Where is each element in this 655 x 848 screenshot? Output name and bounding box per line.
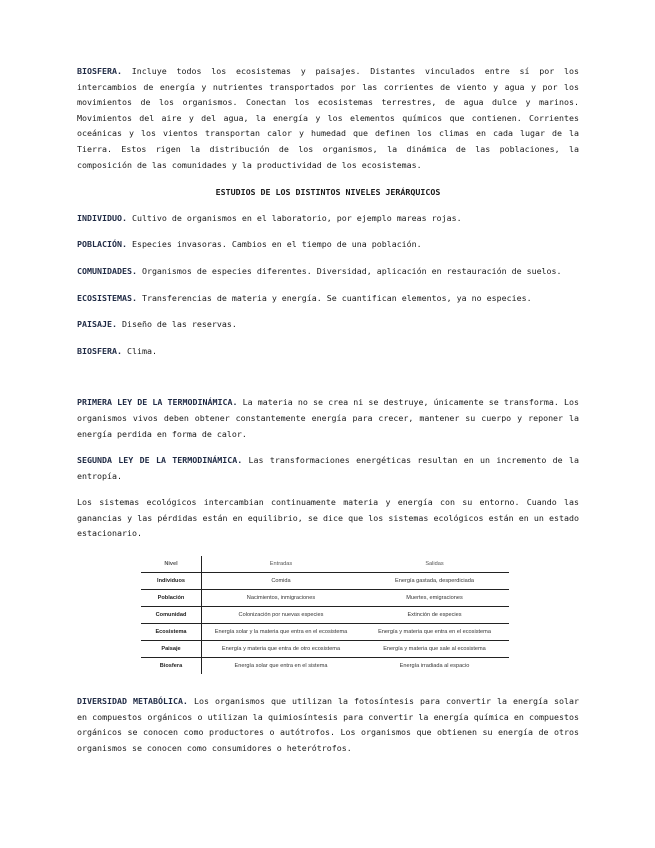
level-text: Transferencias de materia y energía. Se cuantifican elementos, ya no especies. xyxy=(136,292,532,303)
cell-nivel: Ecosistema xyxy=(141,624,202,641)
paragraph-lead: PRIMERA LEY DE LA TERMODINÁMICA. xyxy=(77,397,238,408)
cell-salidas: Muertes, emigraciones xyxy=(360,590,509,607)
paragraph-sistemas: Los sistemas ecológicos intercambian continuamente materia y energía con su entorno. Cuando las ganancias y las pérdidas están en equilibrio, se dice que los sistemas ecológicos están en un estado estacionario. xyxy=(77,497,579,539)
level-paisaje xyxy=(77,317,579,333)
paragraph-segunda-ley xyxy=(77,453,579,484)
table-row xyxy=(141,658,509,675)
level-lead: POBLACIÓN. xyxy=(77,239,127,250)
level-lead: ECOSISTEMAS. xyxy=(77,292,137,303)
level-individuo xyxy=(77,211,579,227)
paragraph-lead: DIVERSIDAD METABÓLICA. xyxy=(77,696,188,707)
cell-salidas: Energía irradiada al espacio xyxy=(399,663,470,670)
cell-nivel: Individuos xyxy=(141,573,202,590)
level-biosfera xyxy=(77,344,579,360)
cell-entradas: Energía y materia que entra de otro ecosistema xyxy=(202,641,361,658)
level-text: Organismos de especies diferentes. Diversidad, aplicación en restauración de suelos. xyxy=(136,265,562,276)
cell-entradas: Nacimientos, inmigraciones xyxy=(202,590,361,607)
cell-salidas: Energía y materia que entra en el ecosistema xyxy=(360,624,509,641)
cell-nivel: Paisaje xyxy=(141,641,202,658)
cell-nivel: Población xyxy=(141,590,202,607)
cell-nivel: Biosfera xyxy=(141,658,202,675)
cell-entradas: Energía solar y la materia que entra en el ecosistema xyxy=(202,624,361,641)
level-lead: PAISAJE. xyxy=(77,319,117,330)
paragraph-lead: SEGUNDA LEY DE LA TERMODINÁMICA. xyxy=(77,455,243,466)
level-ecosistemas xyxy=(77,291,579,307)
table-row xyxy=(141,573,509,590)
cell-entradas: Colonización por nuevas especies xyxy=(202,607,361,624)
level-lead: INDIVIDUO. xyxy=(77,212,127,223)
paragraph-primera-ley xyxy=(77,395,579,442)
cell-salidas: Energía y materia que sale al ecosistema xyxy=(360,641,509,658)
paragraph-biosfera xyxy=(77,64,579,173)
cell-entradas: Comida xyxy=(202,573,361,590)
levels-table xyxy=(141,556,509,674)
table-row xyxy=(141,607,509,624)
paragraph-text: Las transformaciones energéticas resultan en un incremento de la entropía. xyxy=(77,455,579,481)
paragraph-text: Los organismos que utilizan la fotosíntesis para convertir la energía solar en compuestos orgánicos o utilizan la quimiosíntesis para convertir la energía química en compuestos orgánicos se conocen como productores o autótrofos. Los organismos que obtienen su energía de otros organismos se conocen como consumidores o heterótrofos. xyxy=(77,696,579,753)
cell-nivel: Comunidad xyxy=(141,607,202,624)
document-page xyxy=(77,64,579,756)
levels-table-wrapper xyxy=(141,556,509,674)
cell-salidas: Energía gastada, desperdiciada xyxy=(360,573,509,590)
level-text: Cultivo de organismos en el laboratorio, por ejemplo mareas rojas. xyxy=(126,212,462,223)
header-salidas: Salidas xyxy=(360,556,509,573)
level-text: Especies invasoras. Cambios en el tiempo de una población. xyxy=(126,239,422,250)
level-lead: COMUNIDADES. xyxy=(77,265,137,276)
table-header-row xyxy=(141,556,509,573)
table-row xyxy=(141,624,509,641)
section-heading: ESTUDIOS DE LOS DISTINTOS NIVELES JERÁRQUICOS xyxy=(215,187,441,198)
paragraph-diversidad xyxy=(77,694,579,756)
paragraph-text: Incluye todos los ecosistemas y paisajes. Distantes vinculados entre sí por los intercambios de energía y nutrientes transportados por las corrientes de viento y agua y por los movimientos de los organismos. Conectan los ecosistemas terrestres, de agua dulce y marinos. Movimientos del aire y del agua, la energía y los elementos químicos que contienen. Corrientes oceánicas y los vientos transportan calor y humedad que definen los climas en cada lugar de la Tierra. Estos rigen la distribución de los organismos, la dinámica de las poblaciones, la composición de las comunidades y la productividad de los ecosistemas. xyxy=(77,66,579,170)
cell-entradas: Energía solar que entra en el sistema xyxy=(234,663,328,670)
header-nivel: Nivel xyxy=(141,556,202,573)
table-row xyxy=(141,641,509,658)
paragraph-lead: BIOSFERA. xyxy=(77,66,122,76)
level-lead: BIOSFERA. xyxy=(77,345,122,356)
cell-salidas: Extinción de especies xyxy=(360,607,509,624)
level-comunidades xyxy=(77,264,579,280)
level-text: Clima. xyxy=(121,345,157,356)
paragraph-text: La materia no se crea ni se destruye, únicamente se transforma. Los organismos vivos deben obtener constantemente energía para crecer, mantener su cuerpo y reponer la energía perdida en forma de calor. xyxy=(77,397,579,439)
table-row xyxy=(141,590,509,607)
level-text: Diseño de las reservas. xyxy=(116,319,237,330)
level-poblacion xyxy=(77,237,579,253)
header-entradas: Entradas xyxy=(202,556,361,573)
